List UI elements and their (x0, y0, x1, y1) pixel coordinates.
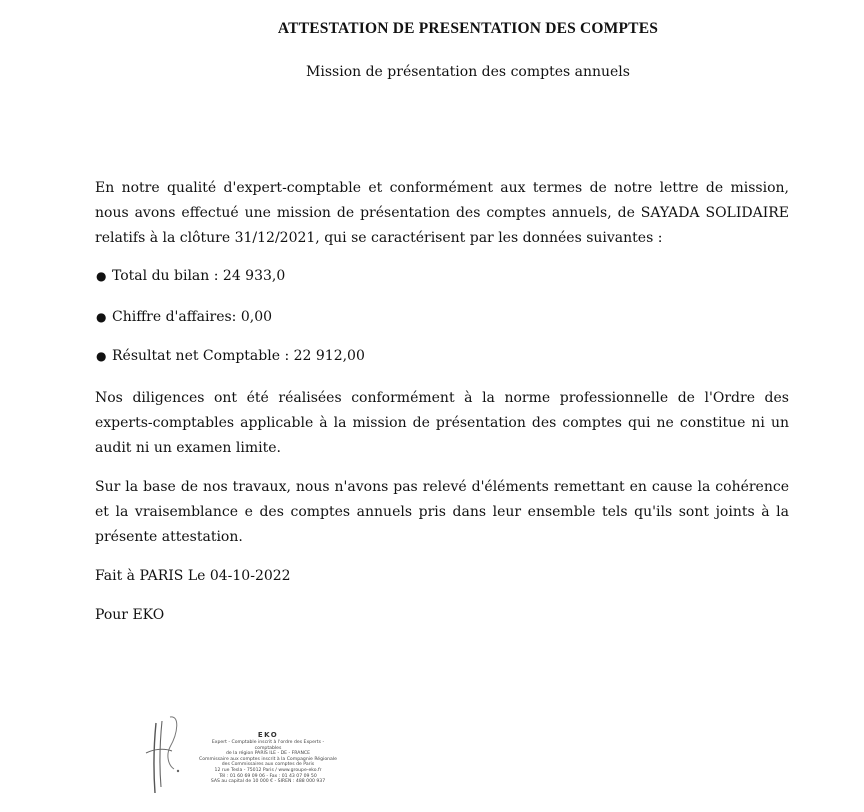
conclusion-paragraph: Sur la base de nos travaux, nous n'avons pas relevé d'éléments remettant en cause la cohérence et la vraisemblance e des comptes annuels pris dans leur ensemble tels qu'ils sont joints à la présente attestation. (95, 479, 789, 545)
document-title: ATTESTATION DE PRESENTATION DES COMPTES (277, 20, 659, 37)
stamp-line: SAS au capital de 10 000 € - SIREN : 488 000 937 (210, 779, 326, 785)
figure-text: Total du bilan : 24 933,0 (112, 268, 286, 284)
bullet-icon: ● (96, 349, 107, 363)
stamp-line: Expert - Comptable inscrit à l'ordre des Experts - comptables (211, 740, 325, 751)
company-stamp-text (198, 731, 338, 785)
figure-text: Chiffre d'affaires: 0,00 (112, 309, 273, 325)
stamp-line: Tél : 01 60 69 09 06 - Fax : 01 43 07 09 50 (219, 773, 317, 779)
figure-total-bilan (96, 266, 285, 286)
place-date: Fait à PARIS Le 04-10-2022 (95, 568, 291, 584)
signature-stamp (140, 713, 340, 799)
stamp-line: des Commissaires aux comptes de Paris (221, 762, 315, 768)
document-subtitle: Mission de présentation des comptes annuels (306, 64, 630, 80)
diligence-paragraph: Nos diligences ont été réalisées conformément à la norme professionnelle de l'Ordre des experts-comptables applicable à la mission de présentation des comptes qui ne constitue ni un audit ni un examen limite. (95, 390, 789, 456)
stamp-line: Commissaire aux comptes inscrit à la Compagnie Régionale (199, 756, 337, 762)
stamp-brand: EKO (257, 731, 279, 739)
signer-line: Pour EKO (95, 607, 165, 623)
figure-chiffre-affaires (96, 307, 272, 327)
stamp-line: 12 rue Tesla - 75012 Paris / www.groupe-eko.fr (214, 767, 322, 773)
figure-resultat-net (96, 346, 365, 366)
bullet-icon: ● (96, 269, 107, 283)
handwritten-signature (140, 713, 200, 799)
stamp-line: de la région PARIS ILE - DE - FRANCE (225, 751, 311, 757)
intro-paragraph: En notre qualité d'expert-comptable et conformément aux termes de notre lettre de mission, nous avons effectué une mission de présentation des comptes annuels, de SAYADA SOLIDAIRE relatifs à la clôture 31/12/2021, qui se caractérisent par les données suivantes : (95, 180, 789, 246)
figure-text: Résultat net Comptable : 22 912,00 (112, 348, 365, 364)
bullet-icon: ● (96, 310, 107, 324)
